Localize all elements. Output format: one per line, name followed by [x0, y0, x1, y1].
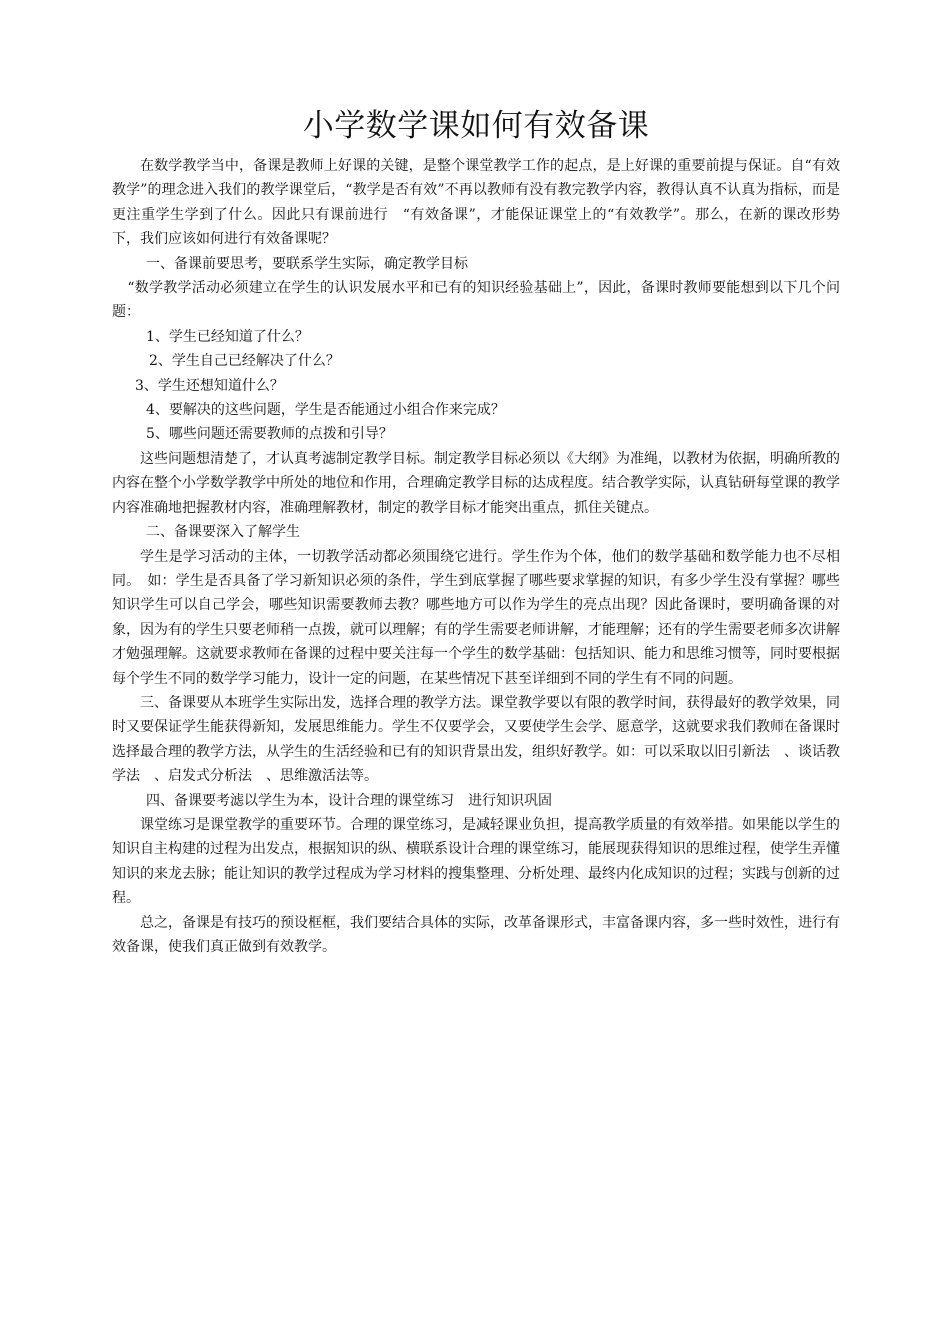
- section3-paragraph: 三、备课要从本班学生实际出发，选择合理的教学方法。课堂教学要以有限的教学时间，获得最好的教学效果，同时又要保证学生能获得新知，发展思维能力。学生不仅要学会，又要使学生会学、愿意学，这就要求我们教师在备课时选择最合理的教学方法，从学生的生活经验和已有的知识背景出发，组织好教学。如：可以采取以旧引新法 、谈话教学法 、启发式分析法 、思维激活法等。: [112, 694, 840, 785]
- intro-paragraph: 在数学教学当中，备课是教师上好课的关键，是整个课堂教学工作的起点，是上好课的重要前提与保证。自“有效教学”的理念进入我们的教学课堂后，“教学是否有效”不再以教师有没有教完教学内容，教得认真不认真为指标，而是更注重学生学到了什么。因此只有课前进行 “有效备课”，才能保证课堂上的“有效教学”。那么，在新的课改形势下，我们应该如何进行有效备课呢？: [112, 158, 840, 248]
- section1-heading: 一、备课前要思考，要联系学生实际，确定教学目标: [146, 255, 468, 272]
- section4-body-paragraph: 课堂练习是课堂教学的重要环节。合理的课堂练习，是减轻课业负担，提高教学质量的有效举措。如果能以学生的知识自主构建的过程为出发点，根据知识的纵、横联系设计合理的课堂练习，能展现获得知识的思维过程，使学生弄懂知识的来龙去脉；能让知识的教学过程成为学习材料的搜集整理、分析处理、最终内化成知识的过程；实践与创新的过程。: [112, 816, 840, 907]
- question-3: 3、学生还想知道什么？: [135, 377, 284, 394]
- document-title: 小学数学课如何有效备课: [302, 108, 650, 144]
- section1-body-paragraph: 这些问题想清楚了，才认真考滤制定教学目标。制定教学目标必须以《大纲》为准绳，以教材为依据，明确所教的内容在整个小学数学教学中所处的地位和作用，合理确定教学目标的达成程度。结合教学实际，认真钻研每堂课的教学内容准确地把握教材内容，准确理解教材，制定的教学目标才能突出重点，抓住关键点。: [112, 450, 840, 516]
- document-page: [112, 98, 840, 959]
- conclusion-paragraph: 总之，备课是有技巧的预设框框，我们要结合具体的实际，改革备课形式，丰富备课内容，多一些时效性，进行有效备课，使我们真正做到有效教学。: [112, 914, 840, 955]
- section1-quote-paragraph: “数学教学活动必须建立在学生的认识发展水平和已有的知识经验基础上”，因此，备课时教师要能想到以下几个问题：: [112, 280, 840, 321]
- section4-heading: 四、备课要考滤以学生为本，设计合理的课堂练习 进行知识巩固: [146, 792, 552, 809]
- question-5: 5、哪些问题还需要教师的点拨和引导？: [146, 426, 393, 443]
- section2-heading: 二、备课要深入了解学生: [146, 524, 300, 541]
- question-1: 1、学生已经知道了什么？: [146, 328, 309, 345]
- section2-body-paragraph: 学生是学习活动的主体，一切教学活动都必须围绕它进行。学生作为个体，他们的数学基础和数学能力也不尽相同。 如：学生是否具备了学习新知识必须的条件，学生到底掌握了哪些要求掌握的知识，有多少学生没有掌握？哪些知识学生可以自己学会，哪些知识需要教师去教？哪些地方可以作为学生的亮点出现？因此备课时，要明确备课的对象，因为有的学生只要老师稍一点拨，就可以理解；有的学生需要老师讲解，才能理解；还有的学生需要老师多次讲解才勉强理解。这就要求教师在备课的过程中要关注每一个学生的数学基础：包括知识、能力和思维习惯等，同时要根据每个学生不同的数学学习能力，设计一定的问题，在某些情况下甚至详细到不同的学生有不同的问题。: [112, 548, 840, 687]
- question-4: 4、要解决的这些问题，学生是否能通过小组合作来完成？: [146, 402, 505, 419]
- question-2: 2、学生自己已经解决了什么？: [149, 353, 340, 370]
